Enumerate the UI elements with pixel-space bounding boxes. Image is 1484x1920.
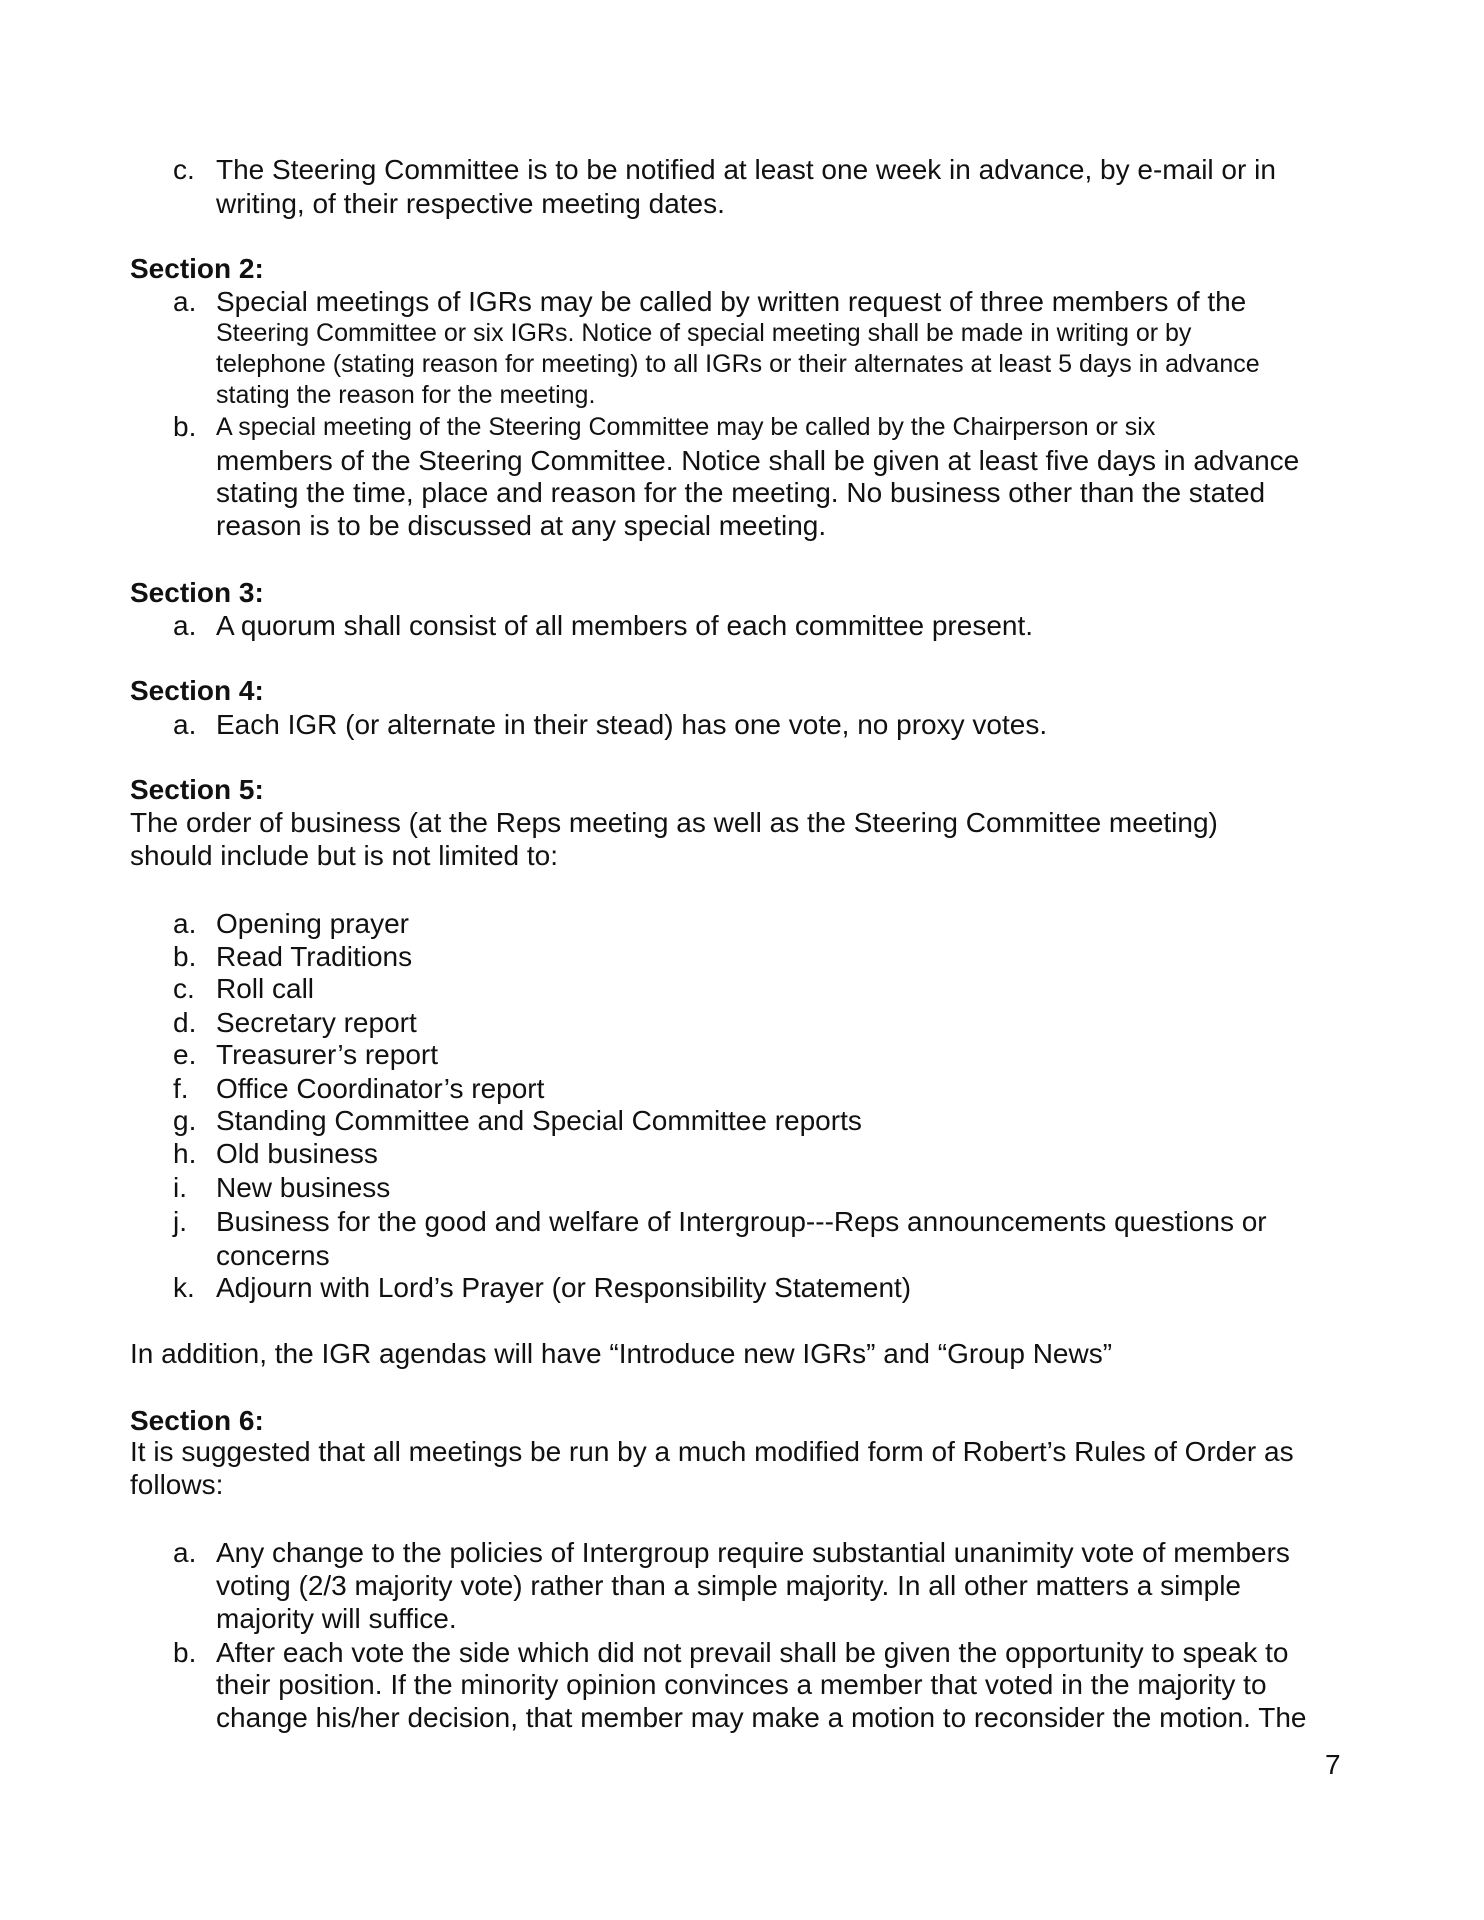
list-label: b. bbox=[173, 411, 197, 442]
list-label: c. bbox=[173, 154, 195, 185]
list-text: The Steering Committee is to be notified at least one week in advance, by e-mail or in bbox=[216, 154, 1276, 185]
list-text: members of the Steering Committee. Notice shall be given at least five days in advance bbox=[216, 445, 1300, 476]
list-text: A special meeting of the Steering Committee may be called by the Chairperson or six bbox=[216, 413, 1156, 441]
list-text: Steering Committee or six IGRs. Notice of special meeting shall be made in writing or by bbox=[216, 319, 1192, 347]
list-text: change his/her decision, that member may make a motion to reconsider the motion. The bbox=[216, 1702, 1307, 1733]
section-heading: Section 6: bbox=[130, 1405, 264, 1436]
list-text: After each vote the side which did not prevail shall be given the opportunity to speak to bbox=[216, 1637, 1289, 1668]
list-text: Old business bbox=[216, 1138, 378, 1169]
paragraph: follows: bbox=[130, 1469, 224, 1500]
list-label: a. bbox=[173, 709, 197, 740]
list-text: New business bbox=[216, 1172, 391, 1203]
list-label: i. bbox=[173, 1172, 187, 1203]
list-text: A quorum shall consist of all members of each committee present. bbox=[216, 610, 1034, 641]
list-label: a. bbox=[173, 908, 197, 939]
list-text: stating the reason for the meeting. bbox=[216, 381, 596, 409]
list-text: Any change to the policies of Intergroup require substantial unanimity vote of members bbox=[216, 1537, 1290, 1568]
list-label: g. bbox=[173, 1105, 197, 1136]
list-text: reason is to be discussed at any special meeting. bbox=[216, 510, 827, 541]
list-text: Treasurer’s report bbox=[216, 1039, 439, 1070]
list-label: e. bbox=[173, 1039, 197, 1070]
list-label: a. bbox=[173, 1537, 197, 1568]
list-text: telephone (stating reason for meeting) to all IGRs or their alternates at least 5 days in advance bbox=[216, 350, 1260, 378]
list-text: concerns bbox=[216, 1240, 330, 1271]
paragraph: The order of business (at the Reps meeting as well as the Steering Committee meeting) bbox=[130, 807, 1218, 838]
list-text: Opening prayer bbox=[216, 908, 410, 939]
list-label: a. bbox=[173, 286, 197, 317]
list-label: d. bbox=[173, 1007, 197, 1038]
list-label: k. bbox=[173, 1272, 195, 1303]
paragraph: It is suggested that all meetings be run by a much modified form of Robert’s Rules of Order as bbox=[130, 1436, 1294, 1467]
list-text: Business for the good and welfare of Intergroup---Reps announcements questions or bbox=[216, 1206, 1267, 1237]
list-label: c. bbox=[173, 973, 195, 1004]
list-text: majority will suffice. bbox=[216, 1603, 457, 1634]
paragraph: In addition, the IGR agendas will have “Introduce new IGRs” and “Group News” bbox=[130, 1338, 1113, 1369]
list-text: Read Traditions bbox=[216, 941, 413, 972]
page-number: 7 bbox=[1325, 1749, 1341, 1780]
list-label: a. bbox=[173, 610, 197, 641]
list-label: f. bbox=[173, 1073, 189, 1104]
section-heading: Section 3: bbox=[130, 577, 264, 608]
section-heading: Section 4: bbox=[130, 675, 264, 706]
section-heading: Section 5: bbox=[130, 774, 264, 805]
list-text: Standing Committee and Special Committee reports bbox=[216, 1105, 862, 1136]
list-label: b. bbox=[173, 1637, 197, 1668]
paragraph: should include but is not limited to: bbox=[130, 840, 559, 871]
list-text: voting (2/3 majority vote) rather than a simple majority. In all other matters a simple bbox=[216, 1570, 1241, 1601]
list-text: Office Coordinator’s report bbox=[216, 1073, 545, 1104]
list-text: writing, of their respective meeting dates. bbox=[216, 188, 725, 219]
list-text: their position. If the minority opinion convinces a member that voted in the majority to bbox=[216, 1669, 1267, 1700]
list-label: b. bbox=[173, 941, 197, 972]
list-text: Secretary report bbox=[216, 1007, 417, 1038]
list-label: j. bbox=[173, 1206, 187, 1237]
list-text: Each IGR (or alternate in their stead) has one vote, no proxy votes. bbox=[216, 709, 1048, 740]
list-label: h. bbox=[173, 1138, 197, 1169]
list-text: Roll call bbox=[216, 973, 315, 1004]
list-text: Adjourn with Lord’s Prayer (or Responsibility Statement) bbox=[216, 1272, 912, 1303]
section-heading: Section 2: bbox=[130, 253, 264, 284]
list-text: stating the time, place and reason for the meeting. No business other than the stated bbox=[216, 477, 1266, 508]
list-text: Special meetings of IGRs may be called by written request of three members of the bbox=[216, 286, 1247, 317]
